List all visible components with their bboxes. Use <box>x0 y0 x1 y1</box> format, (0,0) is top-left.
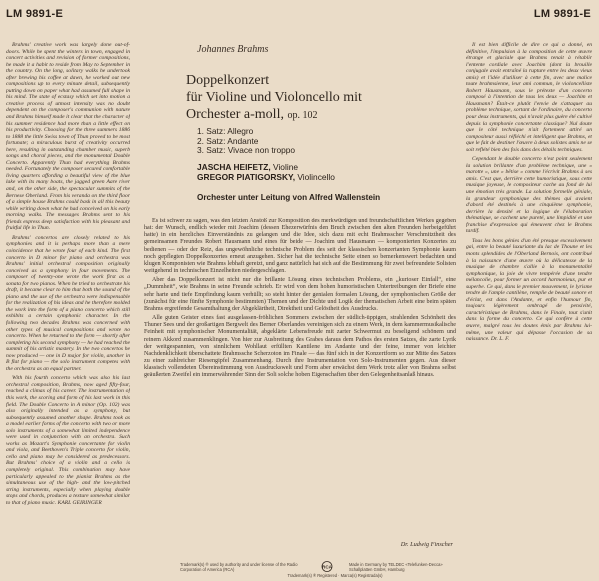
composer-name: Johannes Brahms <box>197 44 269 55</box>
movement-item: 1. Satz: Allegro <box>197 126 254 136</box>
title-line-with-opus <box>186 106 436 124</box>
performer-instrument: Violincello <box>297 172 335 182</box>
title-line: für Violine und Violoncello mit <box>186 90 362 105</box>
legal-footer <box>0 561 599 581</box>
german-center-panel <box>140 34 459 574</box>
title-line: Orchester a-moll, <box>186 107 284 122</box>
movement-list <box>197 127 295 156</box>
french-notes-column <box>466 42 592 567</box>
german-paragraph: Aber das Doppelkonzert ist nicht nur die brillante Lösung eines technischen Problems, ein „kurioser Einfall“, eine „Dummheit“, wie Brahms in seine Freunde schrieb. Er wird von dem hohen humoristischen Untertreibungen der Briefe eine sehr harte und tiefe Empfindung kaum verhüllt; so steht hinter der genialen formalen Lösung, der symphonischen Größe der (zunächst für eine fünfte Symphonie bestimmten) Themen und der Dichte und Logik der thematischen Arbeit eine beim späten Brahms ergreifende Gesamthaltung der Abgeklärtheit, Direktheit und Gelöstheit des Ausdrucks. <box>144 277 456 312</box>
french-paragraph: Il est bien difficile de dire ce qui a donné, en définitive, l'impulsion à la composition de cette œuvre étrange et glaciale que Brahms tenait à rétablir l'entente cordiale avec Joachim (dont la brouille conjugale avait entraîné la rupture entre les deux vieux amis) et l'idée d'utiliser à cette fin, avec une malice toute brahmsienne, leur ami commun, le violoncelliste Robert Hausmann, sous le prétexte d'un concerto composé à l'intention de tous les deux — Joachim et Hausmann? Était-ce plutôt l'envie de s'attaquer au problème technique, sortant de l'ordinaire, du concerto pour deux instruments, qui n'avait plus guère été cultivé depuis la symphonie concertante classique? Nul doute que le côté technique n'ait fortement attiré un compositeur aussi réfléchi et intelligent que Brahms, et que le fait de destiner l'œuvre à deux solistes amis ne se soit reflété bien des fois dans des détails techniques. <box>466 42 592 153</box>
french-paragraph: Tous les bons génies d'un été presque excessivement gai, entre la beauté luxuriante du lac de Thoune et les monts splendides de l'Oberland Bernois, ont contribué à la naissance d'une œuvre où la délicatesse de la musique de chambre s'allie à la monumentalité symphonique, la joie de vivre tempérée d'une tendre mélancolie, pour former un accord harmonieux, pur et superbe. Ce qui, dans le premier mouvement, le lyrisme tendre de l'ample cantilène, remplie de beauté sonore et d'éclat, est dans l'Andante, et enfin l'humour fin, toujours légèrement ombragé de pensivité, caractéristique de Brahms, dans le Finale, tout s'unit dans la forme du concerto. Ce qui confère à cette œuvre, malgré tous les doutes émis par Brahms lui-même, une valeur qui dépasse l'occasion de sa naissance. Dr. L. F. <box>466 237 592 343</box>
movement-item: 2. Satz: Andante <box>197 135 259 146</box>
english-paragraph: Brahms' concertos are closely related to his symphonies and it is perhaps more than a mere coincidence that he wrote four of each kind. The first concerto in D minor for piano and orchestra was Brahms' initial orchestral composition originally conceived as a symphony in four movements. The composer of twenty-one wrote the work first as a sonata for two pianos. When he tried to orchestrate his draft, it became clear to him that both the sound of the piano and the use of the orchestra were indispensable for the realization of his ideas and he therefore molded the work into the form of a piano concerto which still exhibits a certain symphonic character. In the following two decades Brahms was concerned with other types of musical compositions and wrote no concerto. When he returned to the form — shortly after completing his second symphony — he had reached the summit of his artistic mastery. In the two concertos he now produced — one in D major for violin, another in B flat for piano — the solo instrument competes with the orchestra as an equal partner. <box>6 234 130 372</box>
manufacturer-note: Made in Germany by TELDEC «Telefunken-Decca» Schallplatten GmbH, Hamburg <box>349 562 443 572</box>
english-notes-column <box>6 42 130 567</box>
notes-author: Dr. Ludwig Finscher <box>400 541 453 548</box>
movement-item: 3. Satz: Vivace non troppo <box>197 145 296 155</box>
trademark-note: Trademark(s) ® used by authority and under license of the Radio Corporation of America (RCA) <box>180 562 298 572</box>
rca-logo-text: RCA <box>322 564 332 570</box>
performer-instrument: Violine <box>273 162 299 172</box>
performer-item <box>197 172 335 182</box>
registered-note: Trademark(s) ® Registered · Marca(s) Registrada(s) <box>287 573 383 578</box>
title-line: Doppelkonzert <box>186 73 270 88</box>
german-paragraph: Es ist schwer zu sagen, was den letzten Anstoß zur Komposition des merkwürdigen und freundschaftlichen Werkes gegeben hat: der Wunsch, endlich wieder mit Joachim (dessen Ehezerwürfnis den Bruch zwischen den alten Freunden herbeigeführt hatte) in ein herzliches Einverständnis zu gelangen und die Idee, sich dazu mit echt Brahmsscher Verschmitztheit des gemeinsamen Freundes Robert Hausmann und eines für beide — Joachim und Hausmann — komponierten Konzertes zu bedienen — oder der Reiz, das ungewöhnliche technische Problem des seit der klassischen konzertanten Symphonie kaum noch gepflegten Doppelkonzertes erneut anzugehen. Sicher hat die technische Seite einen so bemerkenswert bedachten und klugen Komponisten wie Brahms lebhaft gereizt, und ganz natürlich hat sich auf die Bestimmung für zwei befreundete Solisten weitgehend in technischen Einzelheiten niedergeschlagen. <box>144 218 456 275</box>
english-paragraph: Brahms' creative work was largely done out-of-doors. While he spent the winters in town, engaged in concert activities and revision of former compositions, he made it a habit to reside from May to September in the country. On the long, solitary walks he undertook after brewing his coffee at dawn, he worked out new compositions up to every minute detail, subsequently putting down on paper what had assumed full shape in his mind. The state of ecstasy which set into motion a creative process of utmost intensity was no doubt dependent on the composer's communion with nature and Brahms himself made it clear that the character of his summer residence had more than a little effect on his productivity. Choosing for the three summers 1886 to 1888 the little Swiss town of Thun proved to be most fortunate; a miraculous burst of creativity occurred here, resulting in outstanding chamber music, superb songs and choral pieces, and the monumental Double Concerto. Apparently Thun had everything Brahms needed. Fortunately the composer secured comfortable living quarters affording a beautiful view of the blue lake with its many boats, the jagged green Aare river and, on the other side, the spectacular summits of the Bernese Oberland. From his veranda on the third floor of a simple house Brahms could bask in all this beauty while writing down what he had conceived on his early morning walks. The messages Brahms sent to his friends express deep satisfaction with his pleasant and fruitful life in Thun. <box>6 42 130 232</box>
opus-number: op. 102 <box>287 110 318 121</box>
catalog-number-left: LM 9891-E <box>6 8 64 20</box>
german-notes <box>144 218 456 548</box>
performer-list <box>197 162 335 182</box>
performer-item <box>197 162 335 172</box>
catalog-number-right: LM 9891-E <box>533 8 591 20</box>
french-paragraph: Cependant le double concerto n'est point seulement la solution brillante d'un problème technique, une « marotte », une « bêtise » comme l'écrivit Brahms à ses amis. C'est que, derrière cette humoristique, sous cette musique joyeuse, le compositeur cache au fond de lui une émotion très grande. La solution formelle géniale, la grandeur symphonique des thèmes qui avaient d'abord été destinés à une cinquième symphonie, derrière la densité et la logique de l'élaboration thématique, se cachent une pureté, une limpidité et une franchise d'expression qui émeuvent chez le Brahms tardif. <box>466 156 592 235</box>
performer-name: JASCHA HEIFETZ, <box>197 162 271 172</box>
orchestra-credit: Orchester unter Leitung von Alfred Wallenstein <box>197 193 381 202</box>
performer-name: GREGOR PIATIGORSKY, <box>197 172 296 182</box>
german-paragraph: Alle guten Geister eines fast ausgelassen-fröhlichen Sommers zwischen der südlich-üppigen, strahlenden Schönheit des Thuner Sees und der großartigen Bergwelt des Berner Oberlandes vereinigen sich zu einem Werk, in dem kammermusikalische Feinheit mit symphonischer Monumentalität, abgeklärte Lebensfreude mit zarter Schwermut zu beseligend schönem und reinem Akkord zusammenklingen. Von hier zur Ausbreitung des Grabes daraus dem Pathos des ersten Satzes, die zarte Lyrik der weitgespannten, von sinnlichem Wohllaut erfüllten Kantilene im Andante und der feine, immer von leichter Nachdenklichkeit überschattete Brahmssche Scherzoton im Finale — das fünf sich in der Konzertform so zur Mitte des Satzes zu einer zahlreicher Riesengipfel Zusammenhang. Durch ihre Instrumentation von Solo-Instrumenten gegen. Aus dieser klassisch vollendeten Übereinstimmung von Ausdruckswelt und Form aber erwächst dem Werk trotz aller von Brahms selbst geäußerten Zweifel ein immerwährender Sinn der Soli solche hoben Eigenschaften über den Gelegenheitsanlaß hinaus. <box>144 315 456 379</box>
rca-logo-icon <box>314 561 340 572</box>
english-paragraph: With his fourth concerto which was also his last orchestral composition, Brahms, now aged fifty-four, reached a climax of his career. The instrumentation of this work, the scoring and form of his last work in this field. The Double Concerto in A minor (Op. 102) was also originally intended as a symphony, but subsequently assumed another shape. Brahms took as a model earlier forms of the concerto with two or more solo instruments of a somewhat limited independence were used in conjunction with an orchestra. Such works as Mozart's Symphonie concertante for violin and viola, and Beethoven's Triple concerto for violin, cello and piano may be considered as predecessors. But Brahms' choice of a violin and a cello is completely original. This combination may have particularly appealed to the pianist Brahms as the simultaneous use of the high- and the low-pitched string instruments, especially when playing double stops and chords, produces a texture somewhat similar to that of piano music. KARL GEIRINGER <box>6 375 130 506</box>
work-title <box>186 72 436 124</box>
